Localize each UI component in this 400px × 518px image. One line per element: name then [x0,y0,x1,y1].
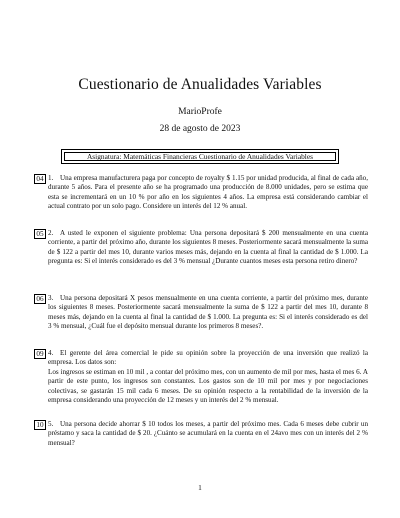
document-author: MarioProfe [178,107,222,117]
document-date: 28 de agosto de 2023 [159,124,241,134]
problem-statement: El gerente del área comercial le pide su opinión sobre la proyección de una inversión que realizó la empresa. Los datos son: [48,349,368,367]
problem-code-box: 06 [34,294,46,304]
problem-text [48,349,368,405]
problem-code-box: 10 [34,420,46,430]
subject-label: Asignatura: Matemáticas Financieras Cuestionario de Anualidades Variables [64,152,336,161]
problem-code-box: 04 [34,174,46,184]
problem-code-box: 09 [34,349,46,359]
problem-statement: Una empresa manufacturera paga por concepto de royalty $ 1.15 por unidad producida, al final de cada año, durante 5 años. Para el presente año se ha programado una producción de 8.000 unidades, pero se estima que esta se incrementará en un 10 % por año en los siguientes 4 años. La empresa está considerando cambiar el actual contrato por un solo pago. Considere un interés del 12 % anual. [48,174,368,211]
problem-statement: A usted le exponen el siguiente problema: Una persona depositará $ 200 mensualmente en una cuenta corriente, a partir del próximo año, durante los siguientes 8 meses. Posteriormente sacará mensualmente la suma de $ 122 a partir del mes 10, durante varios meses más, dejando en la cuenta al final la cantidad de $ 1.000. La pregunta es: Si el interés considerado es del 3 % mensual ¿Durante cuantos meses esta persona retiro dinero? [48,229,368,266]
problem-number: 2. [48,229,54,237]
problem-number: 1. [48,174,54,182]
problem-number: 4. [48,349,54,357]
problem-number: 3. [48,294,54,302]
page-number: 1 [198,483,202,492]
problem-number: 5. [48,420,54,428]
problem-text [48,420,368,448]
subject-box [61,149,339,164]
problem-text [48,174,368,212]
problem-text [48,294,368,332]
problem-code-box: 05 [34,229,46,239]
problem-statement: Una persona decide ahorrar $ 10 todos los meses, a partir del próximo mes. Cada 6 meses debe cubrir un préstamo y saca la cantidad de $ 20. ¿Cuánto se acumulará en la cuenta en el 24avo mes con un interés del 2 % mensual? [48,420,368,447]
problem-text [48,229,368,267]
document-title: Cuestionario de Anualidades Variables [78,76,322,93]
problem-statement: Una persona depositará X pesos mensualmente en una cuenta corriente, a partir del próximo mes, durante los siguientes 8 meses. Posteriormente sacará mensualmente la suma de $ 122 a partir del mes 10, durante 8 meses más, dejando en la cuenta al final la cantidad de $ 1.000. La pregunta es: Si el interés considerado es del 3 % mensual, ¿Cuál fue el depósito mensual durante los primeros 8 meses?. [48,294,368,331]
problem-statement-details: Los ingresos se estiman en 10 mil , a contar del próximo mes, con un aumento de mil por mes, hasta el mes 6. A partir de este punto, los ingresos son constantes. Los gastos son de 10 mil por mes y por negociaciones colectivas, se gastarán 15 mil cada 6 meses. De su opinión respecto a la rentabilidad de la inversión de la empresa considerando una proyección de 12 meses y un interés del 2 % mensual. [48,367,368,405]
